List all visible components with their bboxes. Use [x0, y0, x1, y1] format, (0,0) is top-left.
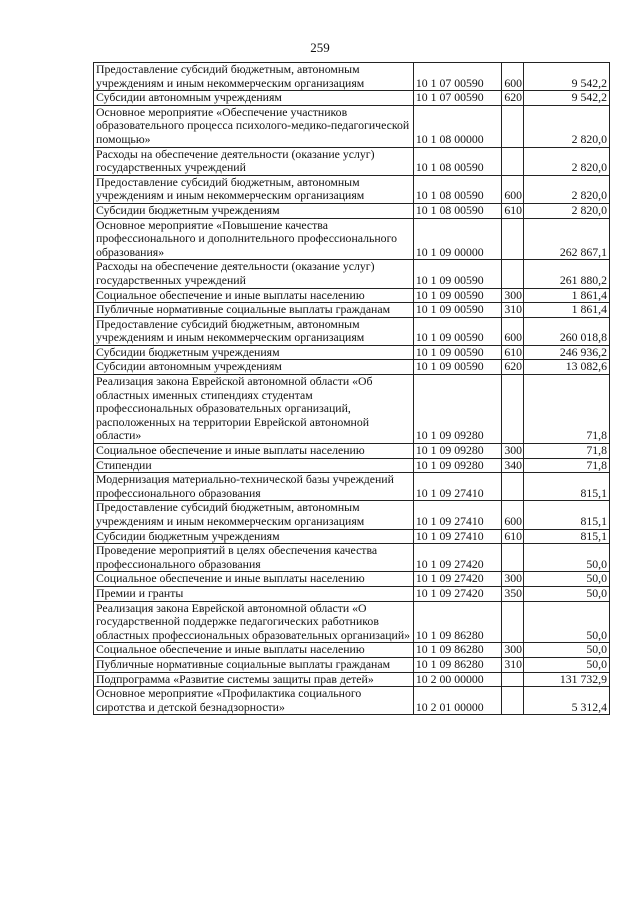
- target-article-code-cell: 10 2 01 00000: [413, 687, 502, 715]
- amount-cell: 262 867,1: [524, 218, 610, 260]
- expense-name-cell: Премии и гранты: [94, 586, 414, 601]
- table-row: [94, 260, 610, 288]
- expense-type-code-cell: 600: [502, 63, 524, 91]
- table-row: [94, 601, 610, 643]
- target-article-code-cell: 10 1 09 27410: [413, 473, 502, 501]
- expense-type-code-cell: [502, 260, 524, 288]
- expense-type-code-cell: [502, 672, 524, 687]
- table-row: [94, 501, 610, 529]
- expense-name-cell: Предоставление субсидий бюджетным, автономным учреждениям и иным некоммерческим организациям: [94, 317, 414, 345]
- expense-name-cell: Субсидии автономным учреждениям: [94, 360, 414, 375]
- target-article-code-cell: 10 1 08 00590: [413, 203, 502, 218]
- target-article-code-cell: 10 2 00 00000: [413, 672, 502, 687]
- table-row: [94, 444, 610, 459]
- expense-name-cell: Расходы на обеспечение деятельности (оказание услуг) государственных учреждений: [94, 147, 414, 175]
- expense-name-cell: Публичные нормативные социальные выплаты гражданам: [94, 657, 414, 672]
- table-row: [94, 657, 610, 672]
- expense-type-code-cell: 340: [502, 458, 524, 473]
- table-row: [94, 303, 610, 318]
- amount-cell: 50,0: [524, 643, 610, 658]
- target-article-code-cell: 10 1 09 00590: [413, 260, 502, 288]
- amount-cell: 131 732,9: [524, 672, 610, 687]
- amount-cell: 815,1: [524, 501, 610, 529]
- expense-name-cell: Проведение мероприятий в целях обеспечения качества профессионального образования: [94, 544, 414, 572]
- expense-name-cell: Основное мероприятие «Профилактика социального сиротства и детской безнадзорности»: [94, 687, 414, 715]
- expense-name-cell: Модернизация материально-технической базы учреждений профессионального образования: [94, 473, 414, 501]
- table-row: [94, 218, 610, 260]
- expense-name-cell: Социальное обеспечение и иные выплаты населению: [94, 572, 414, 587]
- table-row: [94, 63, 610, 91]
- expense-type-code-cell: [502, 147, 524, 175]
- table-row: [94, 529, 610, 544]
- table-row: [94, 375, 610, 444]
- expense-name-cell: Публичные нормативные социальные выплаты гражданам: [94, 303, 414, 318]
- page-number: 259: [310, 40, 330, 55]
- target-article-code-cell: 10 1 09 27410: [413, 529, 502, 544]
- table-row: [94, 458, 610, 473]
- expense-name-cell: Реализация закона Еврейской автономной области «Об областных именных стипендиях студентам профессиональных образовательных организаций, расположенных на территории Еврейской автономной области»: [94, 375, 414, 444]
- amount-cell: 1 861,4: [524, 303, 610, 318]
- expense-name-cell: Основное мероприятие «Обеспечение участников образовательного процесса психолого-медико-педагогической помощью»: [94, 105, 414, 147]
- target-article-code-cell: 10 1 09 00590: [413, 317, 502, 345]
- amount-cell: 2 820,0: [524, 147, 610, 175]
- table-row: [94, 672, 610, 687]
- expense-type-code-cell: [502, 218, 524, 260]
- expense-name-cell: Социальное обеспечение и иные выплаты населению: [94, 643, 414, 658]
- amount-cell: 5 312,4: [524, 687, 610, 715]
- table-row: [94, 572, 610, 587]
- amount-cell: 50,0: [524, 601, 610, 643]
- amount-cell: 71,8: [524, 458, 610, 473]
- expense-name-cell: Социальное обеспечение и иные выплаты населению: [94, 288, 414, 303]
- amount-cell: 1 861,4: [524, 288, 610, 303]
- expense-type-code-cell: 300: [502, 572, 524, 587]
- expense-type-code-cell: 600: [502, 317, 524, 345]
- target-article-code-cell: 10 1 08 00000: [413, 105, 502, 147]
- amount-cell: 2 820,0: [524, 203, 610, 218]
- expense-name-cell: Субсидии бюджетным учреждениям: [94, 203, 414, 218]
- target-article-code-cell: 10 1 09 00590: [413, 303, 502, 318]
- amount-cell: 9 542,2: [524, 91, 610, 106]
- table-row: [94, 288, 610, 303]
- amount-cell: 2 820,0: [524, 105, 610, 147]
- target-article-code-cell: 10 1 09 27420: [413, 544, 502, 572]
- target-article-code-cell: 10 1 09 86280: [413, 643, 502, 658]
- expense-type-code-cell: [502, 375, 524, 444]
- expense-type-code-cell: 300: [502, 288, 524, 303]
- amount-cell: 815,1: [524, 529, 610, 544]
- expense-type-code-cell: 610: [502, 345, 524, 360]
- amount-cell: 246 936,2: [524, 345, 610, 360]
- expense-type-code-cell: 300: [502, 444, 524, 459]
- target-article-code-cell: 10 1 09 27420: [413, 572, 502, 587]
- expense-type-code-cell: [502, 687, 524, 715]
- expense-type-code-cell: 310: [502, 303, 524, 318]
- amount-cell: 50,0: [524, 586, 610, 601]
- expense-type-code-cell: 610: [502, 529, 524, 544]
- budget-table: [93, 62, 610, 715]
- amount-cell: 50,0: [524, 544, 610, 572]
- budget-table-body: [94, 63, 610, 715]
- target-article-code-cell: 10 1 07 00590: [413, 63, 502, 91]
- amount-cell: 2 820,0: [524, 175, 610, 203]
- expense-type-code-cell: [502, 473, 524, 501]
- expense-type-code-cell: 600: [502, 175, 524, 203]
- target-article-code-cell: 10 1 09 00590: [413, 360, 502, 375]
- table-row: [94, 473, 610, 501]
- expense-type-code-cell: 300: [502, 643, 524, 658]
- amount-cell: 260 018,8: [524, 317, 610, 345]
- target-article-code-cell: 10 1 07 00590: [413, 91, 502, 106]
- expense-name-cell: Субсидии автономным учреждениям: [94, 91, 414, 106]
- table-row: [94, 586, 610, 601]
- expense-type-code-cell: 620: [502, 91, 524, 106]
- target-article-code-cell: 10 1 09 09280: [413, 375, 502, 444]
- expense-name-cell: Предоставление субсидий бюджетным, автономным учреждениям и иным некоммерческим организациям: [94, 63, 414, 91]
- target-article-code-cell: 10 1 09 00590: [413, 345, 502, 360]
- expense-name-cell: Субсидии бюджетным учреждениям: [94, 345, 414, 360]
- target-article-code-cell: 10 1 09 00000: [413, 218, 502, 260]
- amount-cell: 13 082,6: [524, 360, 610, 375]
- expense-name-cell: Предоставление субсидий бюджетным, автономным учреждениям и иным некоммерческим организациям: [94, 501, 414, 529]
- amount-cell: 9 542,2: [524, 63, 610, 91]
- table-row: [94, 360, 610, 375]
- table-row: [94, 544, 610, 572]
- amount-cell: 50,0: [524, 572, 610, 587]
- target-article-code-cell: 10 1 08 00590: [413, 147, 502, 175]
- target-article-code-cell: 10 1 09 00590: [413, 288, 502, 303]
- target-article-code-cell: 10 1 09 09280: [413, 444, 502, 459]
- table-row: [94, 317, 610, 345]
- expense-name-cell: Основное мероприятие «Повышение качества профессионального и дополнительного профессионального образования»: [94, 218, 414, 260]
- table-row: [94, 345, 610, 360]
- table-row: [94, 643, 610, 658]
- target-article-code-cell: 10 1 09 86280: [413, 601, 502, 643]
- table-row: [94, 175, 610, 203]
- table-row: [94, 105, 610, 147]
- expense-type-code-cell: 620: [502, 360, 524, 375]
- expense-name-cell: Социальное обеспечение и иные выплаты населению: [94, 444, 414, 459]
- expense-type-code-cell: 310: [502, 657, 524, 672]
- expense-type-code-cell: [502, 105, 524, 147]
- expense-type-code-cell: [502, 544, 524, 572]
- amount-cell: 261 880,2: [524, 260, 610, 288]
- target-article-code-cell: 10 1 09 09280: [413, 458, 502, 473]
- expense-name-cell: Предоставление субсидий бюджетным, автономным учреждениям и иным некоммерческим организациям: [94, 175, 414, 203]
- expense-type-code-cell: 600: [502, 501, 524, 529]
- table-row: [94, 91, 610, 106]
- target-article-code-cell: 10 1 09 27410: [413, 501, 502, 529]
- table-row: [94, 147, 610, 175]
- target-article-code-cell: 10 1 09 86280: [413, 657, 502, 672]
- expense-type-code-cell: 350: [502, 586, 524, 601]
- amount-cell: 815,1: [524, 473, 610, 501]
- target-article-code-cell: 10 1 09 27420: [413, 586, 502, 601]
- amount-cell: 71,8: [524, 375, 610, 444]
- table-row: [94, 203, 610, 218]
- amount-cell: 50,0: [524, 657, 610, 672]
- expense-name-cell: Подпрограмма «Развитие системы защиты прав детей»: [94, 672, 414, 687]
- expense-type-code-cell: 610: [502, 203, 524, 218]
- expense-name-cell: Реализация закона Еврейской автономной области «О государственной поддержке педагогических работников областных профессиональных образовательных организаций»: [94, 601, 414, 643]
- expense-type-code-cell: [502, 601, 524, 643]
- expense-name-cell: Субсидии бюджетным учреждениям: [94, 529, 414, 544]
- expense-name-cell: Стипендии: [94, 458, 414, 473]
- amount-cell: 71,8: [524, 444, 610, 459]
- expense-name-cell: Расходы на обеспечение деятельности (оказание услуг) государственных учреждений: [94, 260, 414, 288]
- target-article-code-cell: 10 1 08 00590: [413, 175, 502, 203]
- table-row: [94, 687, 610, 715]
